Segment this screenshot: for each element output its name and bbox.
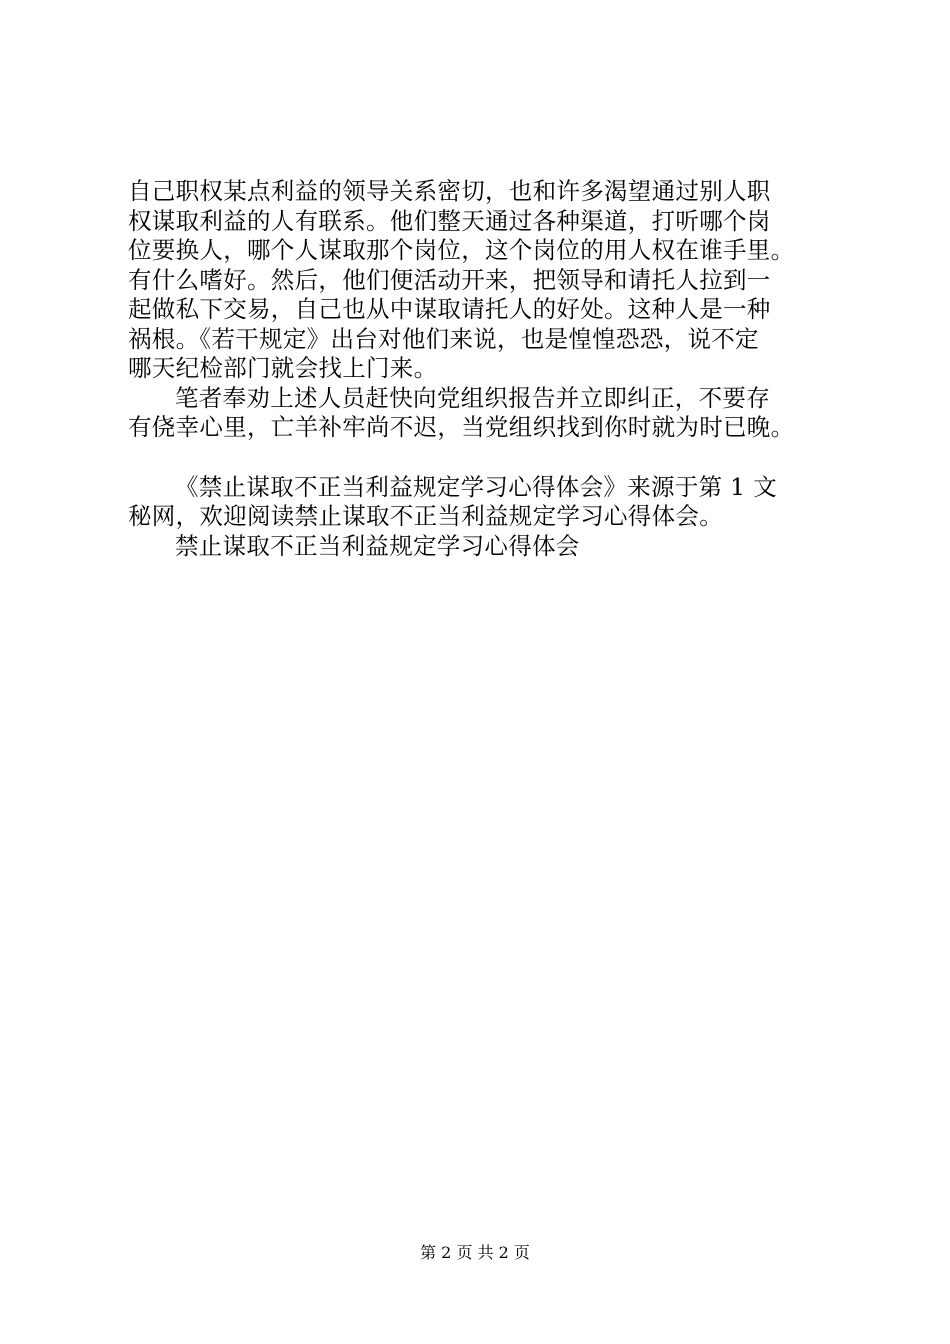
text-line: 祸根。《若干规定》出台对他们来说，也是惶惶恐恐，说不定	[128, 324, 759, 353]
text-line: 起做私下交易，自己也从中谋取请托人的好处。这种人是一种	[128, 295, 771, 323]
text-line: 哪天纪检部门就会找上门来。	[128, 354, 438, 382]
text-line: 自己职权某点利益的领导关系密切，也和许多渴望通过别人职	[128, 177, 771, 205]
paragraph-advice	[128, 384, 838, 443]
paragraph-gap	[128, 443, 838, 473]
text-line: 权谋取利益的人有联系。他们整天通过各种渠道，打听哪个岗	[128, 206, 771, 235]
text-line: 禁止谋取不正当利益规定学习心得体会	[175, 531, 580, 560]
text-line: 秘网，欢迎阅读禁止谋取不正当利益规定学习心得体会。	[128, 502, 723, 530]
text-line: 有什么嗜好。然后，他们便活动开来，把领导和请托人拉到一	[128, 265, 771, 294]
paragraph-source-note	[128, 473, 838, 532]
text-line: 位要换人，哪个人谋取那个岗位，这个岗位的用人权在谁手里。	[128, 236, 795, 264]
page-footer	[0, 1243, 950, 1263]
document-body	[128, 177, 838, 561]
text-line: 《禁止谋取不正当利益规定学习心得体会》来源于第 1 文	[175, 472, 777, 501]
paragraph-continuation	[128, 177, 838, 384]
text-line: 有侥幸心里，亡羊补牢尚不迟，当党组织找到你时就为时已晚。	[128, 413, 795, 441]
text-line: 笔者奉劝上述人员赶快向党组织报告并立即纠正，不要存	[175, 383, 770, 412]
page-number: 第 2 页 共 2 页	[420, 1243, 530, 1262]
paragraph-title-repeat	[128, 532, 838, 562]
